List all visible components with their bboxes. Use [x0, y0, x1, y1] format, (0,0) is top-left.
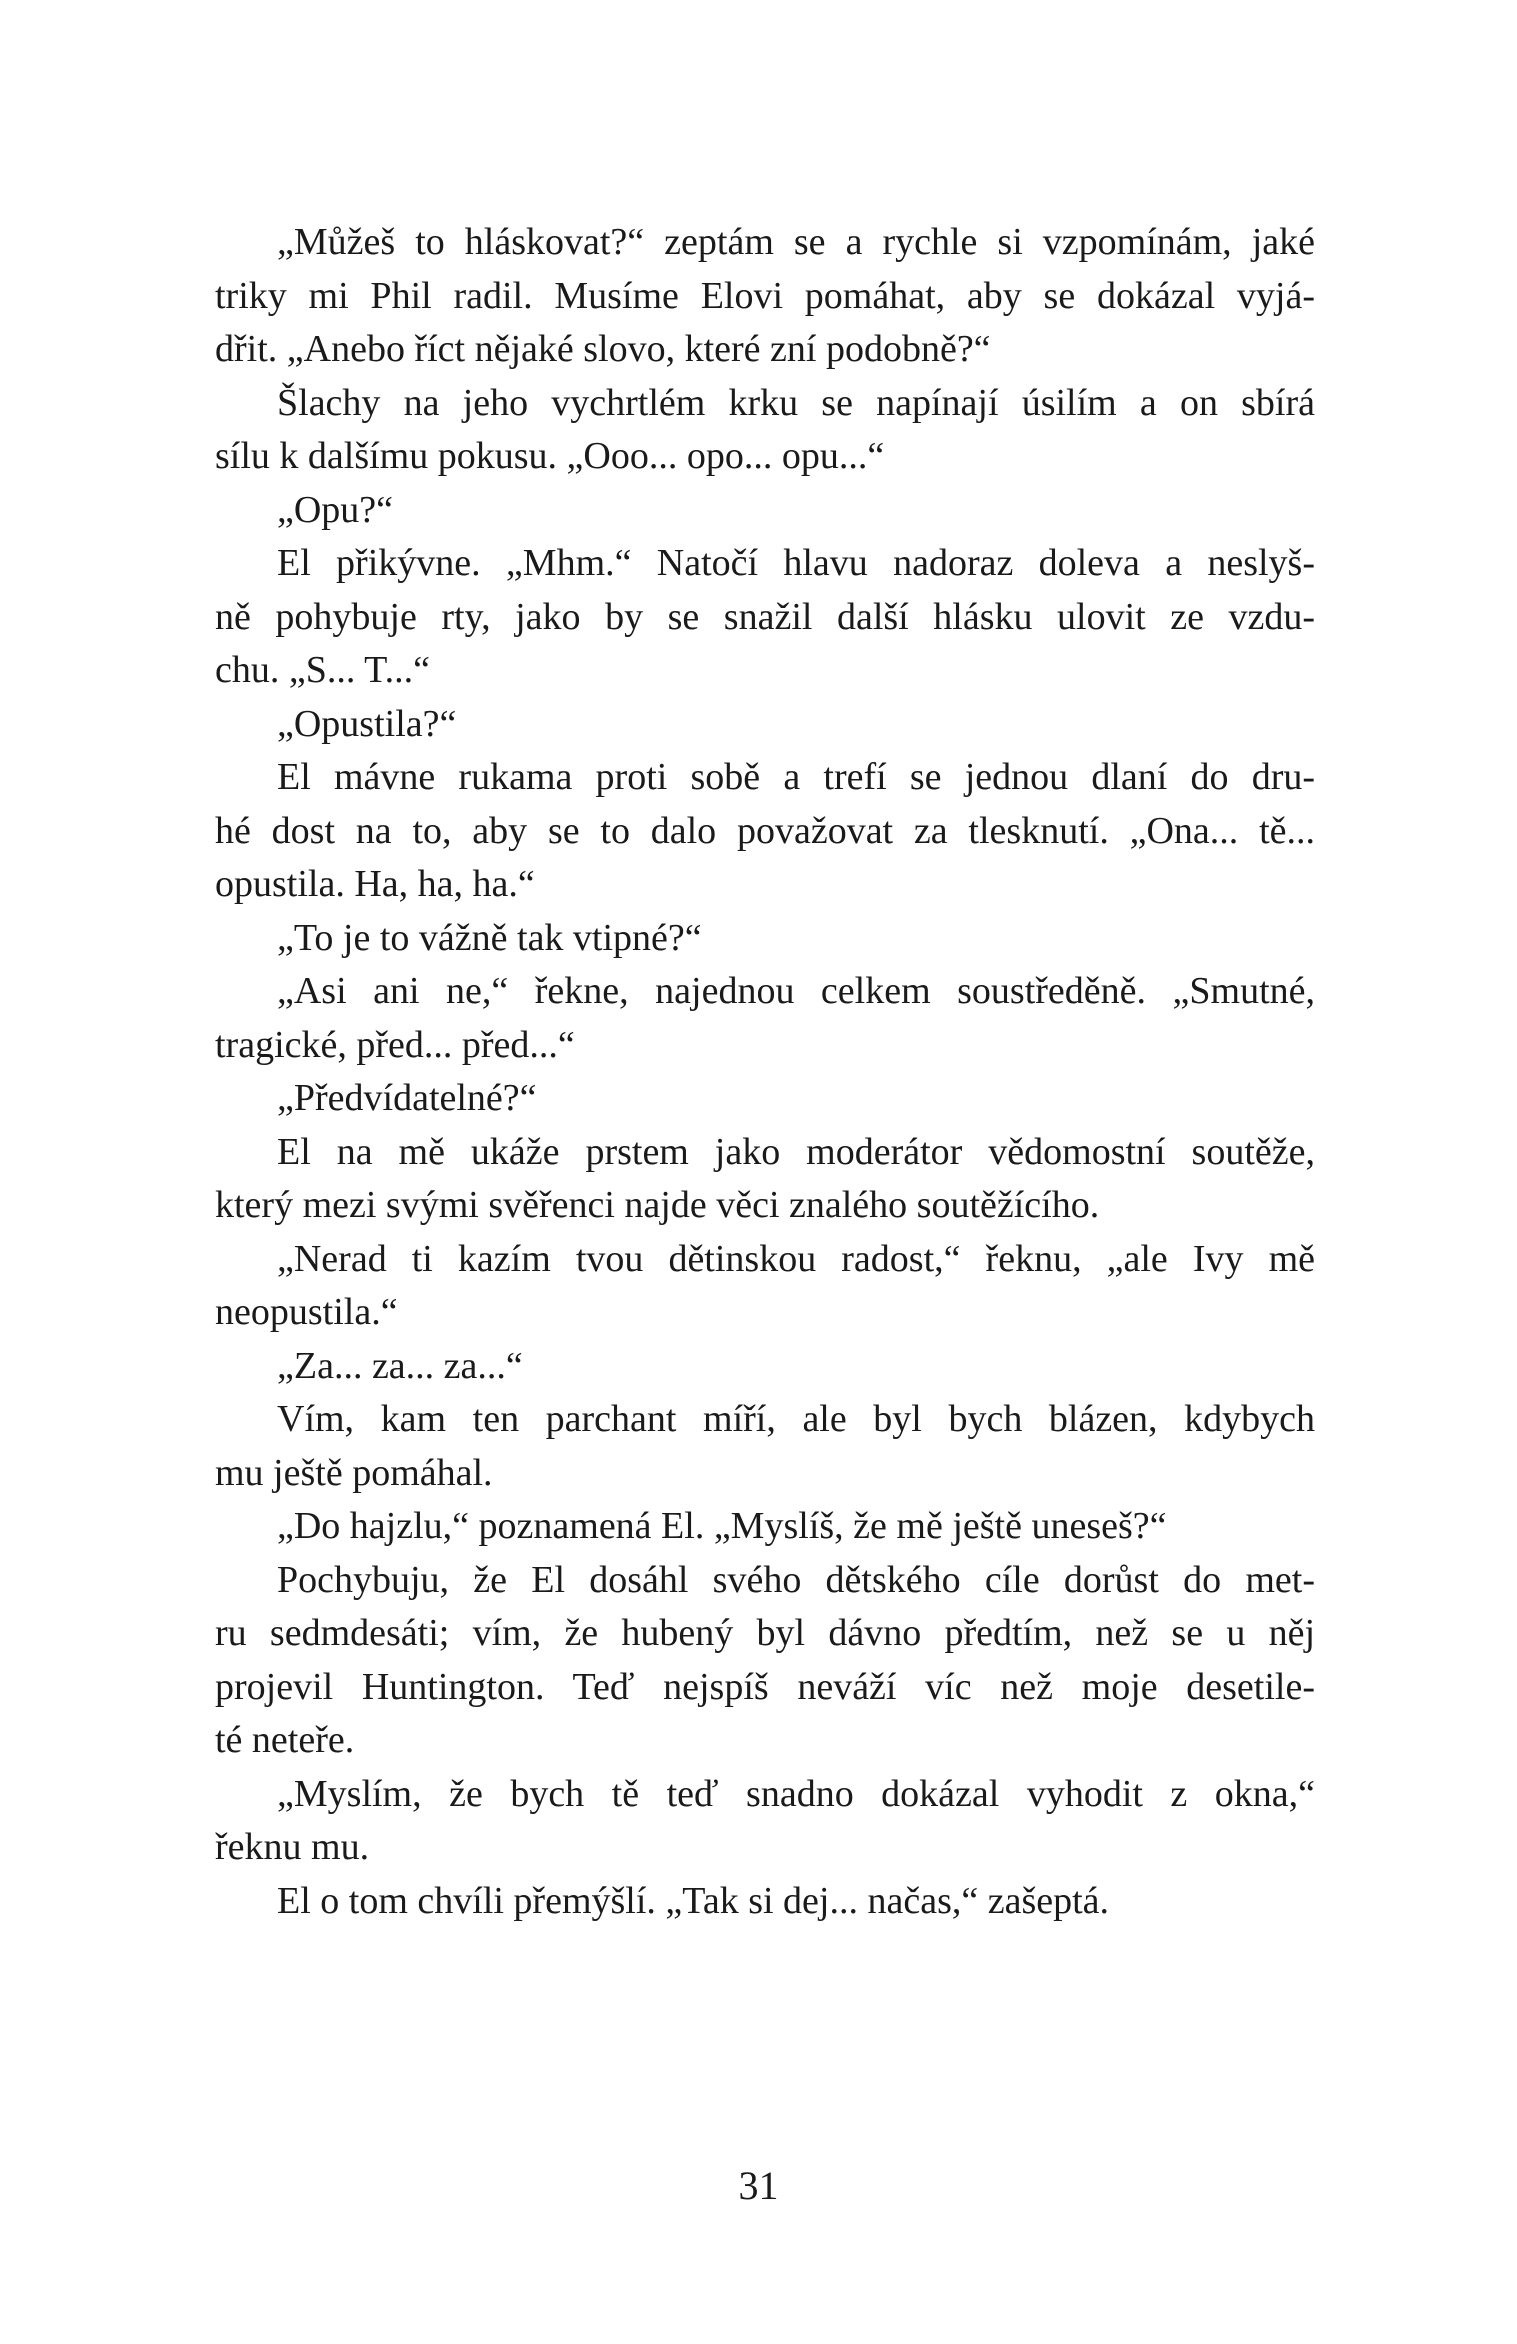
text-line: „Opu?“ — [277, 488, 394, 531]
body-text — [215, 216, 1315, 1928]
text-line: Vím, kam ten parchant míří, ale byl bych blázen, kdybych — [277, 1398, 1315, 1440]
text-line: El přikývne. „Mhm.“ Natočí hlavu nadoraz doleva a neslyš- — [277, 542, 1315, 584]
text-line: „Opustila?“ — [277, 702, 457, 745]
text-line: dřit. „Anebo říct nějaké slovo, které zní podobně?“ — [215, 328, 991, 370]
text-line: Pochybuju, že El dosáhl svého dětského cíle dorůst do met- — [277, 1558, 1315, 1601]
text-line: „Za... za... za...“ — [277, 1344, 523, 1387]
text-line: ně pohybuje rty, jako by se snažil další hlásku ulovit ze vzdu- — [215, 595, 1315, 638]
text-line: opustila. Ha, ha, ha.“ — [215, 863, 535, 905]
text-line: „Můžeš to hláskovat?“ zeptám se a rychle si vzpomínám, jaké — [277, 221, 1315, 263]
text-line: „Asi ani ne,“ řekne, najednou celkem soustředěně. „Smutné, — [277, 970, 1315, 1012]
text-line: ru sedmdesáti; vím, že hubený byl dávno předtím, než se u něj — [215, 1612, 1315, 1654]
text-line: triky mi Phil radil. Musíme Elovi pomáhat, aby se dokázal vyjá- — [215, 274, 1315, 317]
text-line: sílu k dalšímu pokusu. „Ooo... opo... opu...“ — [215, 435, 885, 477]
text-line: chu. „S... T...“ — [215, 649, 430, 691]
text-line: neopustila.“ — [215, 1291, 398, 1333]
text-line: řeknu mu. — [215, 1826, 370, 1868]
text-line: El na mě ukáže prstem jako moderátor vědomostní soutěže, — [277, 1130, 1315, 1173]
text-line: El o tom chvíli přemýšlí. „Tak si dej... načas,“ zašeptá. — [277, 1879, 1110, 1922]
text-line: který mezi svými svěřenci najde věci znalého soutěžícího. — [215, 1184, 1100, 1226]
text-line: „To je to vážně tak vtipné?“ — [277, 916, 702, 959]
text-line: projevil Huntington. Teď nejspíš neváží víc než moje desetile- — [215, 1665, 1315, 1708]
text-line: té neteře. — [215, 1719, 355, 1761]
text-line: „Předvídatelné?“ — [277, 1077, 537, 1119]
text-line: „Myslím, že bych tě teď snadno dokázal vyhodit z okna,“ — [277, 1772, 1315, 1815]
text-line: El mávne rukama proti sobě a trefí se jednou dlaní do dru- — [277, 756, 1315, 798]
text-line: „Do hajzlu,“ poznamená El. „Myslíš, že mě ještě uneseš?“ — [277, 1505, 1167, 1547]
text-line: Šlachy na jeho vychrtlém krku se napínají úsilím a on sbírá — [277, 381, 1315, 424]
text-line: „Nerad ti kazím tvou dětinskou radost,“ řeknu, „ale Ivy mě — [277, 1237, 1315, 1280]
text-line: mu ještě pomáhal. — [215, 1451, 493, 1494]
page-number: 31 — [738, 2163, 779, 2208]
text-line: tragické, před... před...“ — [215, 1023, 575, 1066]
text-line: hé dost na to, aby se to dalo považovat za tlesknutí. „Ona... tě... — [215, 809, 1315, 852]
